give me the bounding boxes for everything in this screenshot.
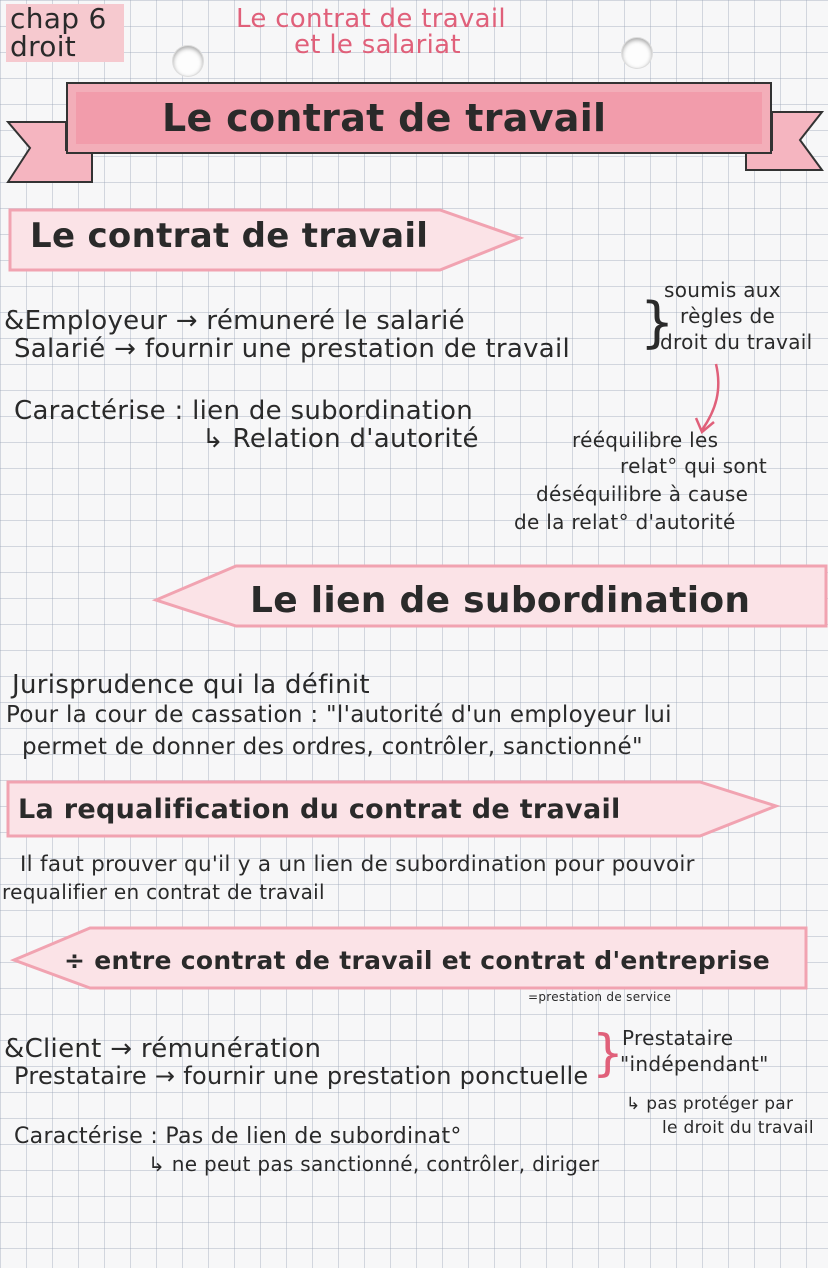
section1-heading: Le contrat de travail: [30, 216, 429, 256]
section4-heading: ÷ entre contrat de travail et contrat d'entreprise: [64, 946, 771, 975]
prestation-note: =prestation de service: [528, 990, 672, 1004]
independant-line1: Prestataire: [622, 1026, 734, 1050]
reequilibre-line3: déséquilibre à cause: [536, 482, 749, 506]
brace-1: }: [640, 291, 675, 354]
independant-line2: "indépendant": [620, 1052, 769, 1076]
subject-label: droit: [10, 30, 77, 63]
chapter-subtitle-line1: Le contrat de travail: [236, 4, 506, 34]
reequilibre-line4: de la relat° d'autorité: [514, 510, 736, 534]
reequilibre-line2: relat° qui sont: [620, 454, 768, 478]
chapter-label: chap 6: [10, 2, 107, 35]
employeur-line: &Employeur → rémuneré le salarié: [4, 306, 465, 336]
soumis-line2: règles de: [680, 304, 776, 328]
cassation-line: Pour la cour de cassation : "l'autorité d'un employeur lui: [6, 702, 672, 728]
section3-heading: La requalification du contrat de travail: [18, 794, 621, 825]
reequilibre-line1: rééquilibre les: [572, 428, 719, 452]
prestataire-line: Prestataire → fournir une prestation ponctuelle: [14, 1062, 589, 1090]
salarie-line: Salarié → fournir une prestation de travail: [14, 334, 571, 364]
soumis-line3: droit du travail: [660, 330, 813, 354]
relation-line: ↳ Relation d'autorité: [202, 424, 479, 454]
caracterise-2-line: Caractérise : Pas de lien de subordinat°: [14, 1124, 462, 1149]
definition-line: permet de donner des ordres, contrôler, sanctionné": [22, 734, 643, 760]
jurisprudence-line: Jurisprudence qui la définit: [12, 670, 370, 700]
requalification-line2: requalifier en contrat de travail: [2, 880, 325, 904]
banner-title: Le contrat de travail: [162, 96, 607, 140]
independant-line4: le droit du travail: [662, 1118, 814, 1138]
brace-2: }: [592, 1024, 625, 1082]
caracterise-line: Caractérise : lien de subordination: [14, 396, 473, 426]
independant-line3: ↳ pas protéger par: [626, 1094, 794, 1114]
soumis-line1: soumis aux: [664, 278, 781, 302]
client-line: &Client → rémunération: [4, 1034, 322, 1064]
requalification-line1: Il faut prouver qu'il y a un lien de subordination pour pouvoir: [20, 852, 695, 877]
section2-heading: Le lien de subordination: [250, 580, 751, 621]
consequence-line: ↳ ne peut pas sanctionné, contrôler, diriger: [148, 1152, 600, 1176]
chapter-subtitle-line2: et le salariat: [294, 30, 461, 60]
